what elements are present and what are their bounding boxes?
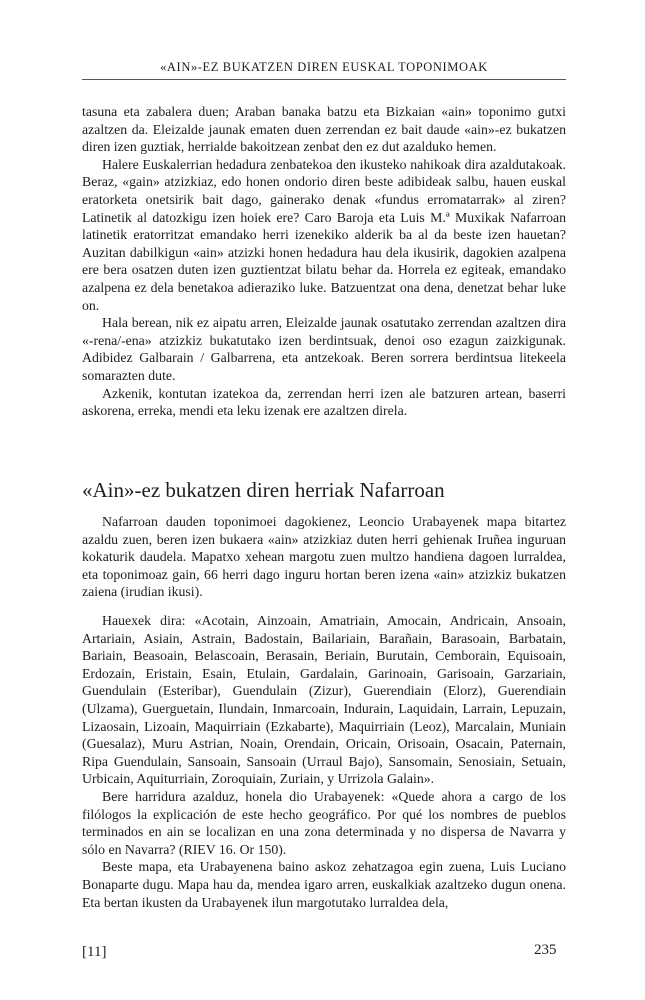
section-town-list	[82, 612, 566, 911]
paragraph: Bere harridura azalduz, honela dio Urabayenek: «Quede ahora a cargo de los filólogos la explicación de este hecho geográfico. Por qué los nombres de pueblos terminados en ain se localizan en una zona determinada y no dispersa de Navarra y sólo en Navarra? (RIEV 16. Or 150).	[82, 788, 566, 857]
paragraph: Beste mapa, eta Urabayenena baino askoz zehatzagoa egin zuena, Luis Luciano Bonaparte dugu. Mapa hau da, mendea igaro arren, euskalkiak azaltzeko dugun onena. Eta bertan ikusten da Urabayenek ilun margotutako lurraldea dela,	[82, 859, 566, 910]
running-head: «AIN»-EZ BUKATZEN DIREN EUSKAL TOPONIMOAK	[82, 60, 566, 80]
section-nafarroa-intro	[82, 513, 566, 601]
paragraph: Nafarroan dauden toponimoei dagokienez, Leoncio Urabayenek mapa bitartez azaldu zuen, beren izen bukaera «ain» atzizkiaz duten herri gehienak Iruñea inguruan kokaturik daudela. Mapatxo xehean margotu zuen multzo handiena dagoen lurraldea, eta toponimoaz gain, 66 herri dago inguru hortan beren izena «ain» atzizkiz bukatzen zaiena (irudian ikusi).	[82, 514, 566, 600]
paragraph: Azkenik, kontutan izatekoa da, zerrendan herri izen ale batzuren artean, baserri askorena, erreka, mendi eta leku izenak ere azaltzen direla.	[82, 385, 566, 419]
page-number: 235	[534, 942, 557, 958]
paragraph: Halere Euskalerrian hedadura zenbatekoa den ikusteko nahikoak dira azaldutakoak. Beraz, «gain» atzizkiaz, edo honen ondorio diren beste adibideak salbu, hauen euskal eratorketa onetsirik bait dago, gainerako denak «fundus erromatarrak» al ziren? Latinetik al datozkigu izen hoiek ere? Caro Baroja eta Luis M.ª Muxikak Nafarroan latinetik eratorritzat emandako herri izenekiko alderik ba al da beste izen hauetan? Auzitan dabilkigun «ain» atzizki honen hedadura hau dela ikusirik, dagokien azalpena ere bera osatzen duten izen guztientzat bilatu behar da. Horrela ez egiteak, emandako azalpena ez dela benetakoa adieraziko luke. Batzuentzat ona dena, denetzat behar luke on.	[82, 156, 566, 313]
section-heading: «Ain»-ez bukatzen diren herriak Nafarroan	[82, 478, 445, 502]
paragraph: Hauexek dira: «Acotain, Ainzoain, Amatriain, Amocain, Andricain, Ansoain, Artariain, Asiain, Astrain, Badostain, Bailariain, Barañain, Barasoain, Barbatain, Bariain, Beasoain, Belascoain, Berasain, Beriain, Burutain, Cemborain, Equisoain, Erdozain, Eristain, Esain, Etulain, Gardalain, Garinoain, Garisoain, Garzariain, Guendulain (Esteribar), Guendulain (Zizur), Guerendiain (Elorz), Guerendiain (Ulzama), Guerguetain, Ilundain, Inmarcoain, Indurain, Laquidain, Larrain, Lepuzain, Lizaosain, Lizoain, Maquirriain (Ezkabarte), Maquirriain (Leoz), Marcalain, Muniain (Guesalaz), Muru Astrian, Noain, Orendain, Oricain, Orisoain, Osacain, Paternain, Ripa Guendulain, Sansoain, Sansoain (Urraul Bajo), Sansomain, Senosiain, Setuain, Urbicain, Aquiturriain, Zoroquiain, Zuriain, y Urrizola Galain».	[82, 613, 566, 787]
footer-section-number: [11]	[82, 944, 107, 960]
paragraph: tasuna eta zabalera duen; Araban banaka batzu eta Bizkaian «ain» toponimo gutxi azaltzen da. Eleizalde jaunak ematen duen zerrendan ez bait daude «ain»-ez bukatzen diren izen guztiak, herrialde bakoitzean zenbat den ez dut azalduko hemen.	[82, 104, 566, 155]
section-intro	[82, 103, 566, 420]
paragraph: Hala berean, nik ez aipatu arren, Eleizalde jaunak osatutako zerrendan azaltzen dira «-rena/-ena» atzizkiz bukatutako izen berdintsuak, denoi oso ezagun zaizkigunak. Adibidez Galbarain / Galbarrena, eta antzekoak. Beren sorrera berdintsua litekeela somarazten dute.	[82, 315, 566, 383]
